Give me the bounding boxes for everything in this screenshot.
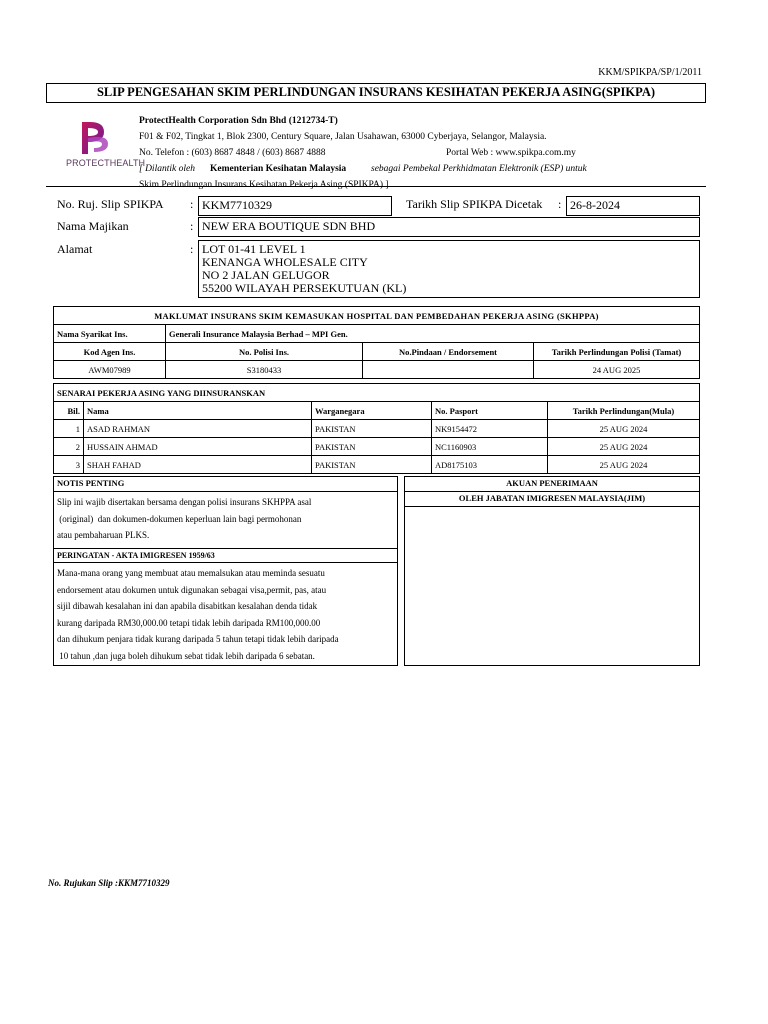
worker-nationality: PAKISTAN [312, 456, 432, 474]
colon: : [558, 197, 562, 211]
company-contact-line [139, 145, 739, 161]
slip-ref-label: No. Ruj. Slip SPIKPA [57, 197, 164, 211]
address-label: Alamat [57, 242, 93, 256]
row-no: 3 [54, 456, 84, 474]
worker-coverage-start: 25 AUG 2024 [548, 456, 700, 474]
col-header-agent-code: Kod Agen Ins. [54, 343, 166, 361]
acknowledgement-panel [404, 476, 700, 666]
table-row [54, 438, 700, 456]
colon: : [190, 242, 194, 256]
colon: : [190, 219, 194, 233]
col-header-coverage-start: Tarikh Perlindungan(Mula) [548, 402, 700, 420]
col-header-endorsement: No.Pindaan / Endorsement [363, 343, 534, 361]
appointment-line [139, 161, 739, 177]
notice-body [54, 492, 397, 548]
address-line: 55200 WILAYAH PERSEKUTUAN (KL) [202, 281, 407, 295]
notice-title: NOTIS PENTING [54, 477, 397, 492]
col-header-policy-expiry: Tarikh Perlindungan Polisi (Tamat) [534, 343, 700, 361]
row-no: 1 [54, 420, 84, 438]
col-header-policy-no: No. Polisi Ins. [166, 343, 363, 361]
company-address: F01 & F02, Tingkat 1, Blok 2300, Century Square, Jalan Usahawan, 63000 Cyberjaya, Selangor, Malaysia. [139, 132, 547, 142]
warning-line: sijil dibawah kesalahan ini dan apabila disabitkan kesalahan denda tidak [57, 601, 318, 611]
warning-line: kurang daripada RM30,000.00 tetapi tidak lebih daripada RM100,000.00 [57, 617, 321, 628]
acknowledgement-subtitle: OLEH JABATAN IMIGRESEN MALAYSIA(JIM) [405, 492, 699, 507]
insurer-label: Nama Syarikat Ins. [54, 325, 166, 343]
worker-nationality: PAKISTAN [312, 420, 432, 438]
worker-name: ASAD RAHMAN [84, 420, 312, 438]
policy-expiry-value: 24 AUG 2025 [534, 361, 700, 379]
appointed-suffix: sebagai Pembekal Perkhidmatan Elektronik (ESP) untuk [371, 164, 587, 174]
workers-table [53, 383, 700, 474]
insurer-value: Generali Insurance Malaysia Berhad – MPI Gen. [166, 325, 700, 343]
colon: : [190, 197, 194, 211]
col-header-name: Nama [84, 402, 312, 420]
warning-line: 10 tahun ,dan juga boleh dihukum sebat tidak lebih daripada 6 sebatan. [57, 650, 315, 661]
appointed-prefix: [ Dilantik oleh [139, 164, 195, 174]
insurance-section-title: MAKLUMAT INSURANS SKIM KEMASUKAN HOSPITAL DAN PEMBEDAHAN PEKERJA ASING (SKHPPA) [54, 307, 700, 325]
worker-name: SHAH FAHAD [84, 456, 312, 474]
notice-line: Slip ini wajib disertakan bersama dengan polisi insurans SKHPPA asal [57, 497, 312, 507]
warning-line: dan dihukum penjara tidak kurang daripada 5 tahun tetapi tidak lebih daripada [57, 634, 339, 644]
warning-title: PERINGATAN - AKTA IMIGRESEN 1959/63 [54, 548, 397, 563]
address-line: KENANGA WHOLESALE CITY [202, 255, 368, 269]
warning-body [54, 563, 397, 664]
insurance-info-table [53, 306, 700, 379]
notice-line: atau pembaharuan PLKS. [57, 530, 150, 540]
table-row [54, 456, 700, 474]
slip-ref-field: KKM7710329 [198, 196, 392, 216]
company-info [139, 113, 739, 193]
protecthealth-logo-icon [74, 120, 114, 156]
worker-passport: NK9154472 [432, 420, 548, 438]
policy-no-value: S3180433 [166, 361, 363, 379]
row-no: 2 [54, 438, 84, 456]
workers-section-title: SENARAI PEKERJA ASING YANG DIINSURANSKAN [54, 384, 700, 402]
table-row [54, 420, 700, 438]
employer-field: NEW ERA BOUTIQUE SDN BHD [198, 217, 700, 237]
acknowledgement-title: AKUAN PENERIMAAN [405, 477, 699, 492]
worker-name: HUSSAIN AHMAD [84, 438, 312, 456]
worker-nationality: PAKISTAN [312, 438, 432, 456]
slip-date-field: 26-8-2024 [566, 196, 700, 216]
col-header-passport: No. Pasport [432, 402, 548, 420]
worker-coverage-start: 25 AUG 2024 [548, 438, 700, 456]
endorsement-value [363, 361, 534, 379]
slip-date-label: Tarikh Slip SPIKPA Dicetak [406, 197, 543, 211]
logo-text: PROTECTHEALTH [66, 158, 146, 168]
address-field [198, 240, 700, 298]
scheme-line: Skim Perlindungan Insurans Kesihatan Pekerja Asing (SPIKPA) ] [139, 180, 389, 190]
employer-label: Nama Majikan [57, 219, 129, 233]
worker-passport: AD8175103 [432, 456, 548, 474]
worker-coverage-start: 25 AUG 2024 [548, 420, 700, 438]
company-logo [66, 120, 146, 168]
document-reference-code: KKM/SPIKPA/SP/1/2011 [598, 67, 702, 78]
header-divider [46, 186, 706, 187]
company-portal: Portal Web : www.spikpa.com.my [446, 148, 576, 158]
footer-slip-reference: No. Rujukan Slip :KKM7710329 [48, 878, 170, 888]
address-line: NO 2 JALAN GELUGOR [202, 268, 330, 282]
address-line: LOT 01-41 LEVEL 1 [202, 242, 306, 256]
col-header-no: Bil. [54, 402, 84, 420]
appointed-by: Kementerian Kesihatan Malaysia [210, 164, 347, 174]
col-header-nationality: Warganegara [312, 402, 432, 420]
agent-code-value: AWM07989 [54, 361, 166, 379]
notice-line: (original) dan dokumen-dokumen keperluan lain bagi permohonan [57, 513, 302, 524]
notice-panel [53, 476, 398, 666]
warning-line: endorsement atau dokumen untuk digunakan sebagai visa,permit, pas, atau [57, 584, 327, 595]
worker-passport: NC1160903 [432, 438, 548, 456]
company-phone: No. Telefon : (603) 8687 4848 / (603) 8687 4888 [139, 148, 326, 158]
warning-line: Mana-mana orang yang membuat atau memalsukan atau meminda sesuatu [57, 568, 325, 578]
document-title: SLIP PENGESAHAN SKIM PERLINDUNGAN INSURANS KESIHATAN PEKERJA ASING(SPIKPA) [46, 83, 706, 103]
company-name: ProtectHealth Corporation Sdn Bhd (1212734-T) [139, 116, 338, 126]
